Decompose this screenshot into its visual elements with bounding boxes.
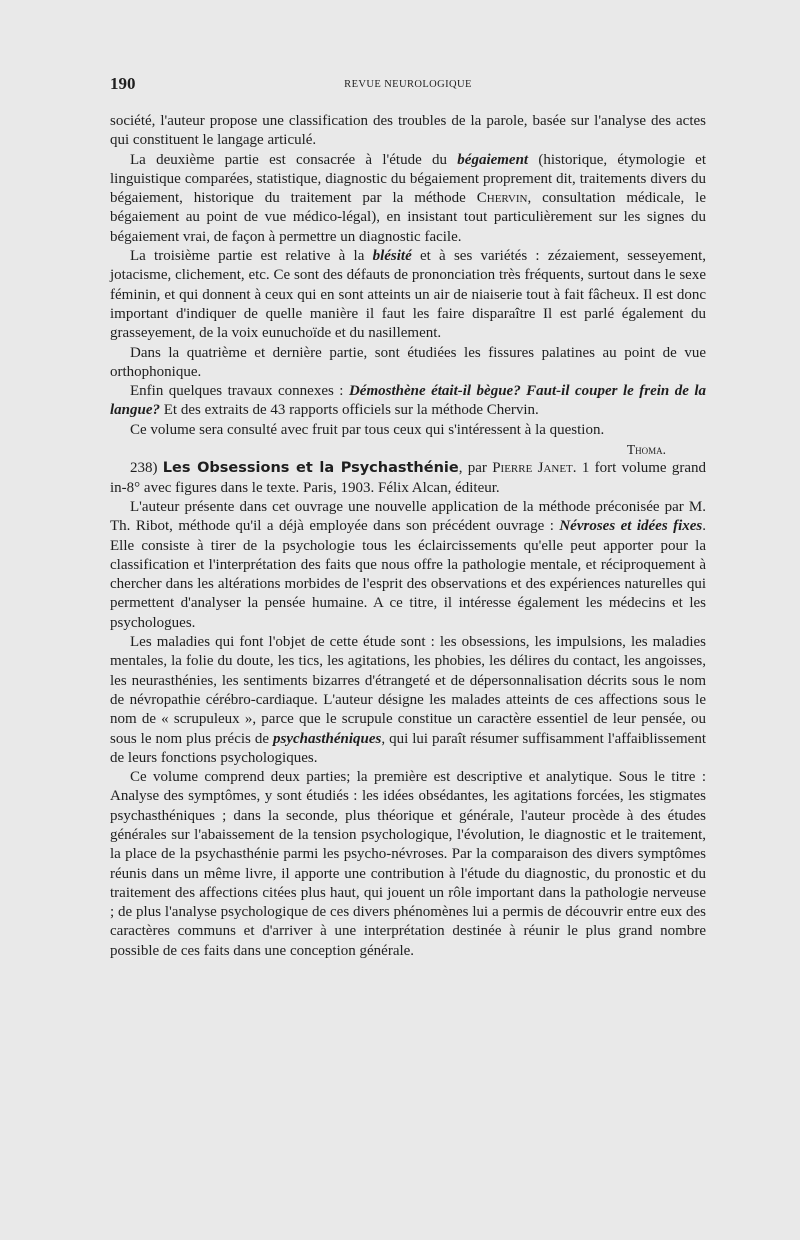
running-title: REVUE NEUROLOGIQUE [344, 79, 472, 90]
paragraph-8-text-c: , qui lui paraît résumer suffisamment l'affaiblissement de leurs fonctions psychologiques. [110, 730, 706, 766]
paragraph-5 [110, 382, 706, 421]
paragraph-8 [110, 633, 706, 768]
paragraph-7-text-a: L'auteur présente dans cet ouvrage une nouvelle application de la méthode préconisée par M. Th. Ribot, méthode qu'il a déjà employée dans son précédent ouvrage : [110, 498, 706, 535]
page-header [110, 74, 706, 100]
paragraph-5-emphasis: Démosthène était-il bègue? Faut-il couper le frein de la langue? [110, 383, 706, 419]
paragraph-2 [110, 151, 706, 247]
paragraph-3 [110, 247, 706, 343]
paragraph-4-text: Dans la quatrième et dernière partie, sont étudiées les fissures palatines au point de vue orthophonique. [110, 344, 706, 380]
reviewer-signature: Thoma. [626, 442, 666, 458]
paragraph-6 [110, 421, 706, 440]
paragraph-8-emphasis: psychasthéniques [272, 730, 382, 747]
bibliography-entry [110, 459, 706, 498]
paragraph-8-text-a: Les maladies qui font l'objet de cette étude sont : les obsessions, les impulsions, les maladies mentales, la folie du doute, les tics, les agitations, les phobies, les délires du contact, les angoisses, les neurasthénies, les sentiments bizarres d'étrangeté et de dépersonnalisation décrits sous le nom de névropathie cérébro-cardiaque. L'auteur désigne les malades atteints de ces affections sous le nom de « scrupuleux », parce que le scrupule constitue un caractère essentiel de leur pensée, ou sous le nom plus précis de [110, 634, 706, 747]
paragraph-7-emphasis: Névroses et idées fixes [559, 518, 703, 535]
paragraph-6-text: Ce volume sera consulté avec fruit par tous ceux qui s'intéressent à la question. [130, 421, 605, 438]
paragraph-2-emphasis: bégaiement [457, 151, 529, 168]
paragraph-4 [110, 344, 706, 383]
paragraph-9 [110, 768, 706, 961]
paragraph-5-text-c: Et des extraits de 43 rapports officiels sur la méthode Chervin. [160, 402, 539, 419]
paragraph-2-text-e: , consultation médicale, le bégaiement au point de vue médico-légal), en insistant tout particulièrement sur les signes du bégaiement vrai, de façon à permettre un diagnostic facile. [110, 190, 706, 245]
entry-by: , par [458, 460, 493, 477]
paragraph-3-text-c: et à ses variétés : zézaiement, sesseyement, jotacisme, clichement, etc. Ce sont des défauts de prononciation très fréquents, surtout dans le sexe féminin, et qui donnent à ceux qui en sont atteints un air de niaiserie tout à fait fâcheux. Il est donc important d'indiquer de quelle manière il faut les faire disparaître Il est parlé également du grasseyement, de la voix eunuchoïde et du nasillement. [110, 248, 706, 342]
paragraph-1-text: société, l'auteur propose une classification des troubles de la parole, basée sur l'analyse des actes qui constituent le langage articulé. [110, 113, 706, 149]
entry-details: . 1 fort volume grand in-8° avec figures dans le texte. Paris, 1903. Félix Alcan, éditeur. [110, 460, 707, 496]
paragraph-2-name: Chervin [476, 190, 528, 207]
entry-author: Pierre Janet [492, 460, 573, 477]
paragraph-3-text-a: La troisième partie est relative à la [130, 248, 373, 265]
entry-title: Les Obsessions et la Psychasthénie [162, 460, 459, 477]
paragraph-1 [110, 112, 706, 151]
paragraph-2-text-c: (historique, étymologie et linguistique comparées, statistique, diagnostic du bégaiement proprement dit, traitements divers du bégaiement, historique du traitement par la méthode [110, 151, 706, 207]
entry-number: 238) [130, 460, 163, 477]
page-number: 190 [110, 74, 136, 93]
paragraph-3-emphasis: blésité [372, 248, 412, 265]
paragraph-9-text: Ce volume comprend deux parties; la première est descriptive et analytique. Sous le titre : Analyse des symptômes, y sont étudiés : les idées obsédantes, les agitations forcées, les stigmates psychasthéniques ; dans la seconde, plus théorique et générale, l'auteur procède à des études générales sur l'abaissement de la tension psychologique, l'évolution, le diagnostic et le traitement, la place de la psychasthénie parmi les psycho-névroses. Par la comparaison des divers symptômes réunis dans un même livre, il apporte une contribution à l'étude du diagnostic, du pronostic et du traitement des affections citées plus haut, qui jouent un rôle important dans la pathologie nerveuse ; de plus l'analyse psychologique de ces divers phénomènes lui a permis de découvrir entre eux des caractères communs et d'arriver à une interprétation destinée à réunir le plus grand nombre possible de ces faits dans une conception générale. [110, 769, 706, 959]
paragraph-5-text-a: Enfin quelques travaux connexes : [130, 383, 349, 400]
paragraph-2-text-a: La deuxième partie est consacrée à l'étude du [130, 151, 458, 168]
paragraph-7 [110, 498, 706, 633]
paragraph-7-text-c: . Elle consiste à tirer de la psychologie tous les éclaircissements qu'elle peut apporter pour la classification et l'interprétation des faits que nous offre la pathologie mentale, et réciproquement à chercher dans les altérations morbides de l'esprit des observations et des expériences naturelles qui permettent d'analyser la pensée humaine. A ce titre, il intéresse également les médecins et les psychologues. [110, 518, 706, 631]
article-body [110, 112, 706, 961]
